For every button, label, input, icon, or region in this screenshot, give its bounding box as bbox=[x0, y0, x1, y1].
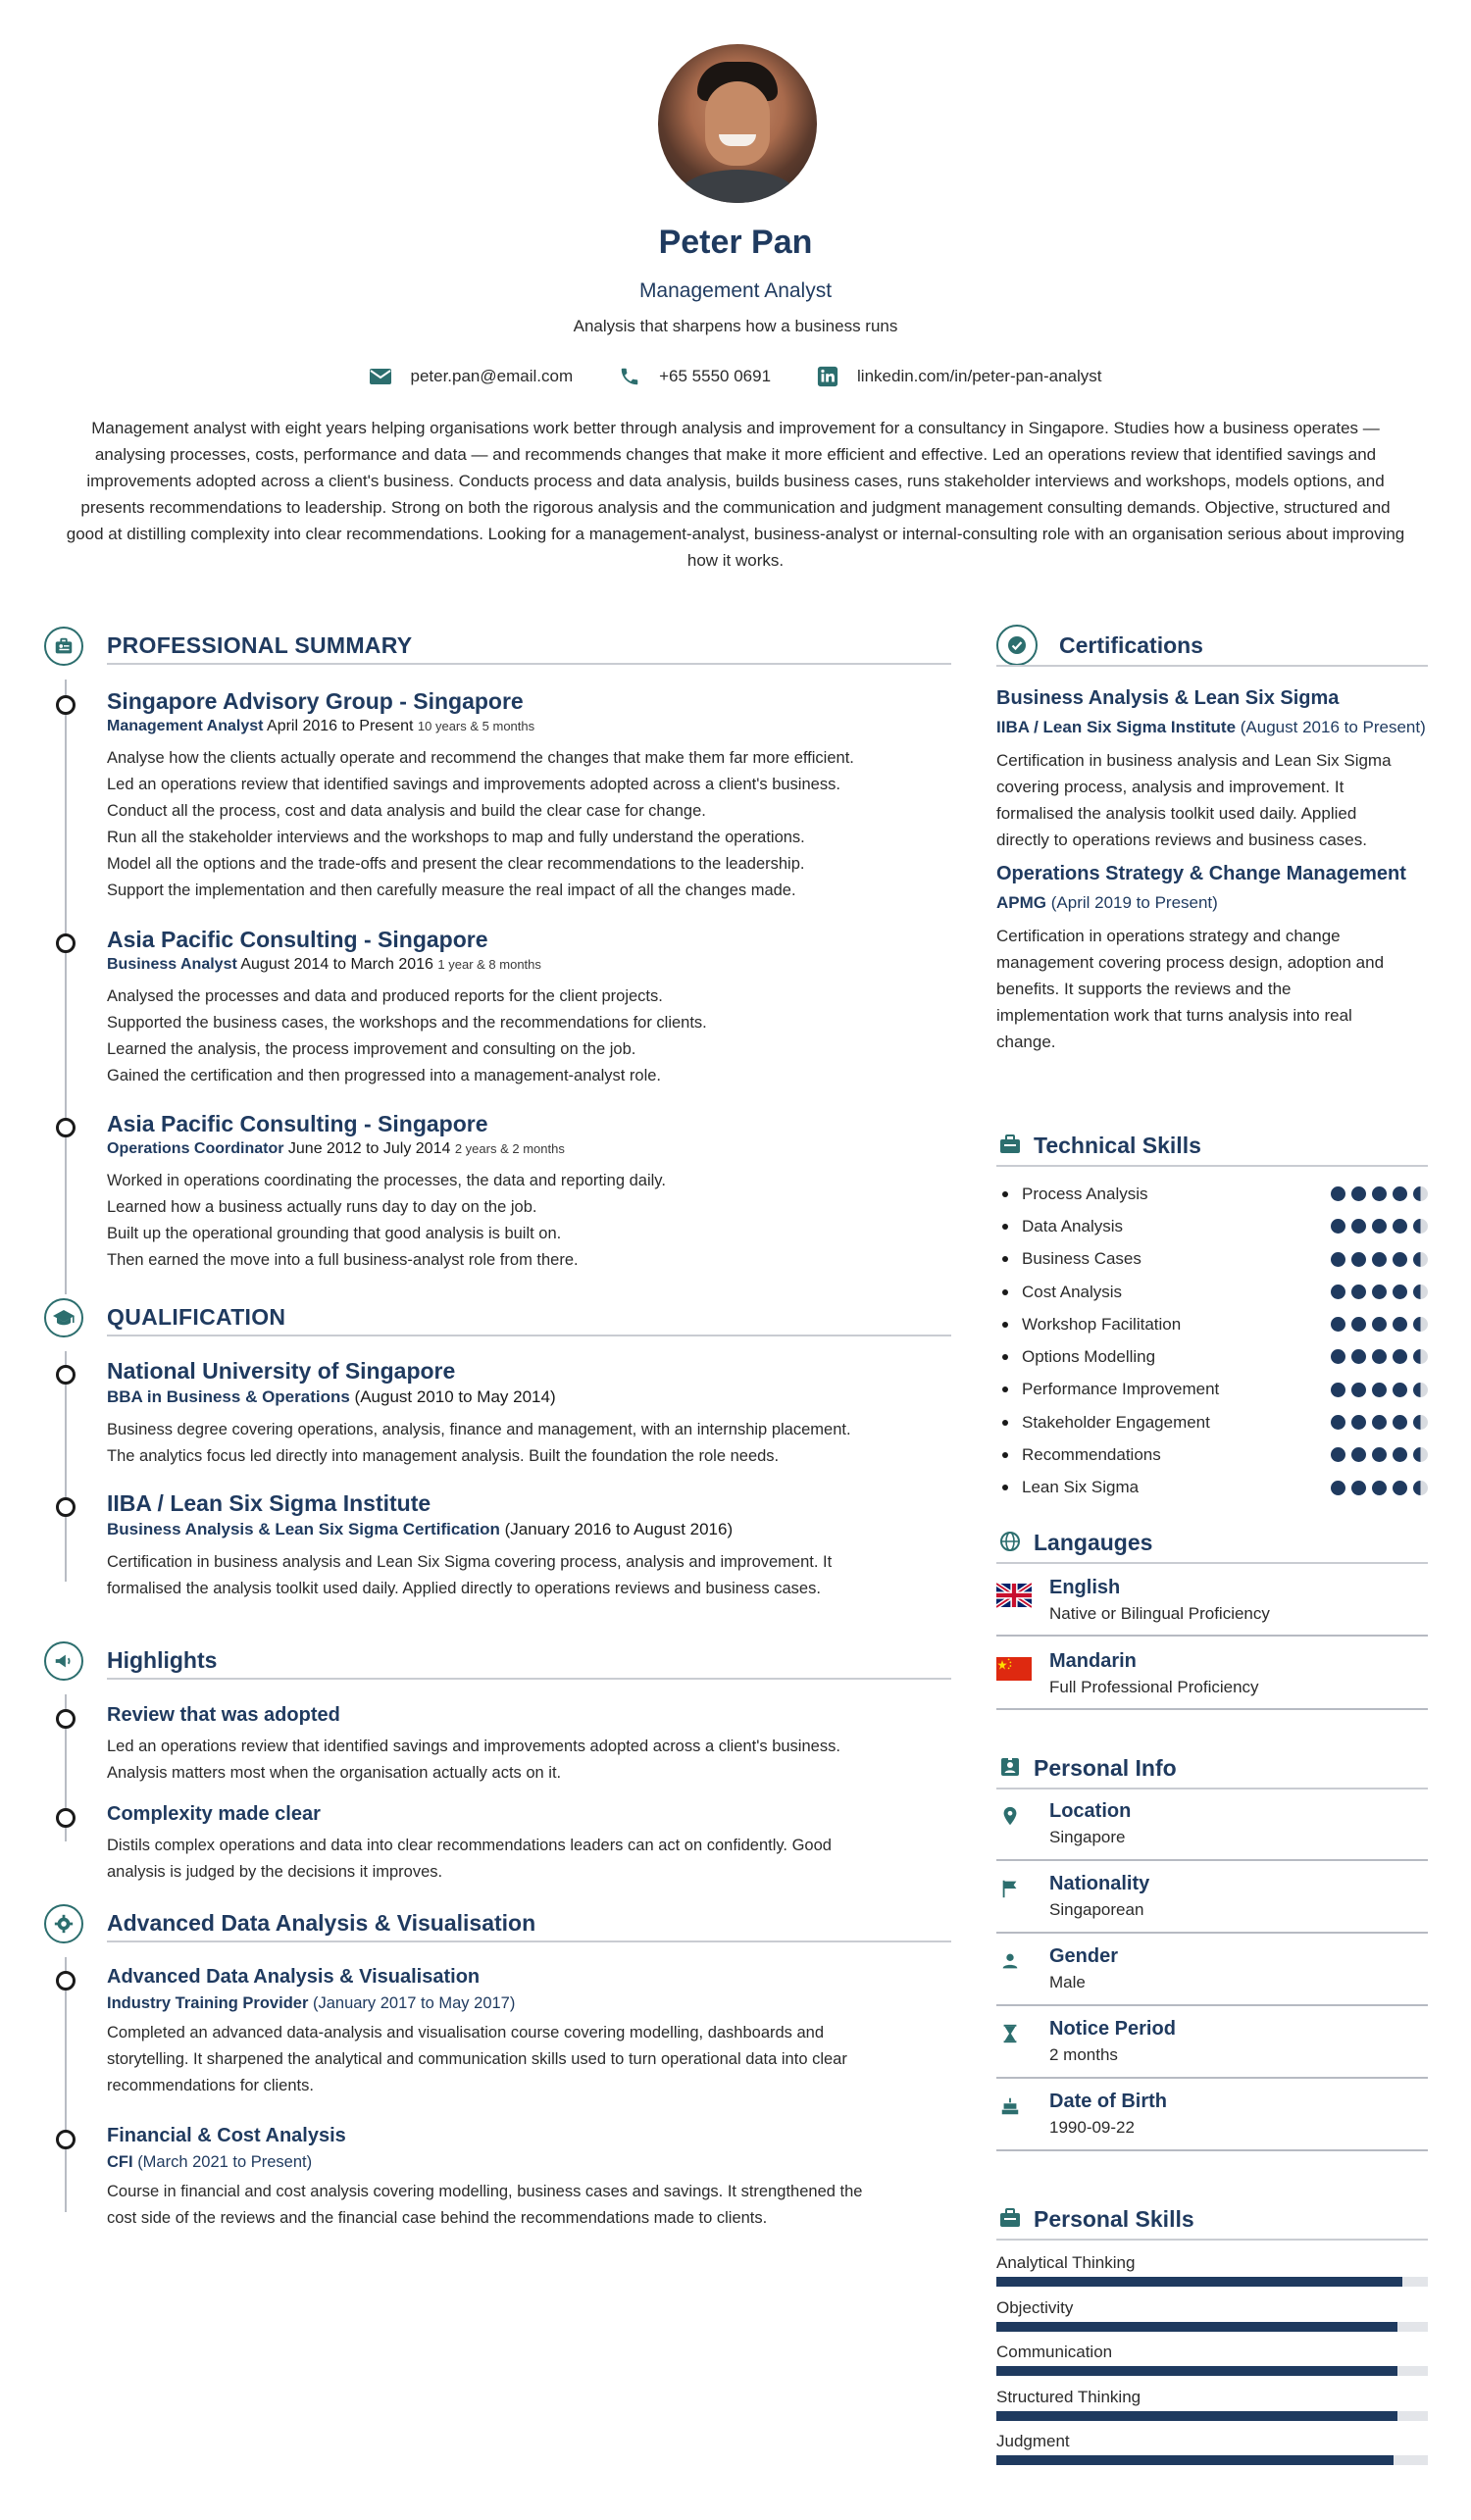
certification-org: IIBA / Lean Six Sigma Institute bbox=[996, 718, 1237, 736]
rating-dot bbox=[1351, 1415, 1366, 1430]
rating-dot bbox=[1351, 1317, 1366, 1332]
technical-skill-name: Cost Analysis bbox=[1022, 1282, 1123, 1301]
job-line: Analyse how the clients actually operate and recommend the changes that make them far more efficient. bbox=[107, 749, 854, 767]
job-duration: 10 years & 5 months bbox=[417, 719, 535, 733]
candidate-tagline: Analysis that sharpens how a business runs bbox=[573, 317, 898, 335]
job-dates: April 2016 to Present bbox=[267, 718, 414, 734]
technical-skill-name: Workshop Facilitation bbox=[1022, 1314, 1182, 1334]
rating-dot bbox=[1372, 1481, 1387, 1495]
job-company: Asia Pacific Consulting - Singapore bbox=[107, 927, 488, 952]
job-position: Management Analyst bbox=[107, 718, 264, 734]
location-pin-icon bbox=[998, 1804, 1022, 1828]
skill-rating bbox=[1331, 1349, 1428, 1364]
badge-check-icon bbox=[996, 625, 1038, 666]
graduation-cap-icon bbox=[44, 1298, 83, 1337]
certification-line: benefits. It supports the reviews and the bbox=[996, 980, 1292, 998]
certification-line: formalised the analysis toolkit used daily. Applied bbox=[996, 804, 1357, 823]
certification-meta bbox=[996, 891, 1428, 915]
course-provider: Industry Training Provider bbox=[107, 1994, 309, 2012]
personal-skills-heading: Personal Skills bbox=[1034, 2206, 1194, 2232]
timeline-dot bbox=[56, 1808, 76, 1828]
info-label: Nationality bbox=[1049, 1873, 1150, 1894]
highlight-entry bbox=[39, 1704, 951, 1787]
job-meta bbox=[107, 956, 951, 974]
highlight-entry bbox=[39, 1803, 951, 1886]
left-column bbox=[39, 623, 951, 2263]
personal-skill-row bbox=[996, 2251, 1428, 2296]
china-flag-icon bbox=[996, 1656, 1032, 1682]
education-dates: (August 2010 to May 2014) bbox=[354, 1387, 556, 1406]
language-name: Mandarin bbox=[1049, 1650, 1137, 1672]
certification-title: Operations Strategy & Change Management bbox=[996, 863, 1406, 884]
toolbox-icon bbox=[996, 2204, 1024, 2232]
job-dates: August 2014 to March 2016 bbox=[240, 956, 433, 973]
certification-line: change. bbox=[996, 1033, 1056, 1051]
skill-bar-fill bbox=[996, 2277, 1402, 2287]
rating-dot bbox=[1393, 1383, 1407, 1397]
info-value: Singaporean bbox=[1049, 1900, 1144, 1919]
rating-dot bbox=[1393, 1317, 1407, 1332]
certification-line: management covering process design, adoption and bbox=[996, 953, 1385, 972]
certifications-heading: Certifications bbox=[1059, 632, 1203, 658]
technical-skill-name: Recommendations bbox=[1022, 1445, 1161, 1465]
phone-text[interactable]: +65 5550 0691 bbox=[659, 367, 772, 385]
technical-skill-name: Stakeholder Engagement bbox=[1022, 1412, 1210, 1432]
flag-icon bbox=[998, 1877, 1022, 1900]
rating-dot bbox=[1331, 1447, 1345, 1462]
info-value: 1990-09-22 bbox=[1049, 2118, 1135, 2137]
technical-skill-row bbox=[996, 1308, 1428, 1340]
certification-description bbox=[996, 747, 1428, 853]
skill-bar-track bbox=[996, 2455, 1428, 2465]
certification-org: APMG bbox=[996, 893, 1046, 912]
technical-skill-row bbox=[996, 1472, 1428, 1504]
rating-dot bbox=[1331, 1349, 1345, 1364]
technical-skill-row bbox=[996, 1276, 1428, 1308]
job-position: Operations Coordinator bbox=[107, 1140, 284, 1157]
education-degree: BBA in Business & Operations bbox=[107, 1387, 350, 1406]
job-duration: 2 years & 2 months bbox=[454, 1141, 565, 1156]
skill-rating bbox=[1331, 1447, 1428, 1462]
timeline-dot bbox=[56, 1497, 76, 1517]
contact-bar bbox=[0, 365, 1471, 388]
language-row bbox=[996, 1563, 1428, 1637]
technical-skill-row bbox=[996, 1406, 1428, 1438]
candidate-role: Management Analyst bbox=[638, 279, 833, 302]
certification-line: directly to operations reviews and business cases. bbox=[996, 831, 1367, 849]
job-line: Run all the stakeholder interviews and the workshops to map and fully understand the operations. bbox=[107, 829, 805, 846]
info-label: Gender bbox=[1049, 1945, 1119, 1967]
highlights-section bbox=[39, 1638, 951, 1900]
technical-skill-row bbox=[996, 1374, 1428, 1406]
personal-info-section bbox=[996, 1745, 1428, 2196]
job-position: Business Analyst bbox=[107, 956, 237, 973]
job-entry bbox=[39, 1111, 951, 1274]
technical-skill-name: Performance Improvement bbox=[1022, 1380, 1220, 1399]
language-level: Full Professional Proficiency bbox=[1049, 1678, 1259, 1696]
personal-skill-row bbox=[996, 2296, 1428, 2342]
job-line: Conduct all the process, cost and data analysis and build the clear case for change. bbox=[107, 802, 706, 820]
education-degree: Business Analysis & Lean Six Sigma Certification bbox=[107, 1520, 500, 1538]
rating-dot bbox=[1393, 1252, 1407, 1267]
course-dates: (March 2021 to Present) bbox=[137, 2153, 313, 2171]
course-line: cost side of the reviews and the financial case behind the recommendations made to clients. bbox=[107, 2209, 768, 2227]
linkedin-text[interactable]: linkedin.com/in/peter-pan-analyst bbox=[857, 367, 1102, 385]
course-line: storytelling. It sharpened the analytical and communication skills used to turn operational data into clear bbox=[107, 2050, 847, 2068]
rating-dot bbox=[1331, 1383, 1345, 1397]
rating-dot bbox=[1331, 1481, 1345, 1495]
profile-photo bbox=[658, 44, 817, 203]
timeline-dot bbox=[56, 2130, 76, 2149]
course-entry bbox=[39, 2125, 951, 2232]
highlight-line: Distils complex operations and data into clear recommendations leaders can act on confidently. Good bbox=[107, 1837, 832, 1854]
rating-dot bbox=[1413, 1349, 1428, 1364]
technical-skill-name: Lean Six Sigma bbox=[1022, 1478, 1140, 1497]
job-company: Asia Pacific Consulting - Singapore bbox=[107, 1111, 488, 1136]
rating-dot bbox=[1372, 1186, 1387, 1201]
technical-skill-name: Process Analysis bbox=[1022, 1184, 1148, 1203]
info-value: Singapore bbox=[1049, 1828, 1126, 1846]
education-dates: (January 2016 to August 2016) bbox=[504, 1520, 734, 1538]
job-line: Gained the certification and then progressed into a management-analyst role. bbox=[107, 1067, 662, 1084]
education-meta bbox=[107, 1387, 951, 1407]
info-row-location bbox=[996, 1789, 1428, 1861]
rating-dot bbox=[1331, 1252, 1345, 1267]
course-description bbox=[107, 2020, 951, 2099]
rating-dot bbox=[1393, 1219, 1407, 1234]
personal-skill-name: Judgment bbox=[996, 2432, 1070, 2450]
certification-description bbox=[996, 923, 1428, 1055]
certification-line: implementation work that turns analysis into real bbox=[996, 1006, 1352, 1025]
job-line: Learned the analysis, the process improvement and consulting on the job. bbox=[107, 1040, 636, 1058]
certifications-section bbox=[996, 623, 1428, 1123]
job-line: Led an operations review that identified savings and improvements adopted across a client's business. bbox=[107, 776, 840, 793]
education-entry bbox=[39, 1490, 951, 1602]
job-meta bbox=[107, 718, 951, 735]
skill-rating bbox=[1331, 1415, 1428, 1430]
course-meta bbox=[107, 2153, 951, 2172]
info-row-gender bbox=[996, 1934, 1428, 2006]
megaphone-icon bbox=[44, 1641, 83, 1681]
intro-summary: Management analyst with eight years helping organisations work better through analysis and improvement for a consultancy in Singapore. Studies how a business operates — analysing processes, costs, performance and data — and recommends changes that make it more efficient and effective. Led an operations review that identified savings and improvements adopted across a client's business. Conducts process and data analysis, builds business cases, runs stakeholder interviews and workshops, models options, and presents recommendations to leadership. Strong on both the rigorous analysis and the communication and judgment management consulting demands. Objective, structured and good at distilling complexity into clear recommendations. Looking for a management-analyst, business-analyst or internal-consulting role with an organisation serious about improving how it works. bbox=[66, 419, 1405, 570]
education-institution: National University of Singapore bbox=[107, 1358, 456, 1384]
job-line: Supported the business cases, the workshops and the recommendations for clients. bbox=[107, 1014, 707, 1032]
certification-meta bbox=[996, 716, 1428, 739]
job-description bbox=[107, 1168, 951, 1274]
person-icon bbox=[998, 1949, 1022, 1973]
education-meta bbox=[107, 1520, 951, 1539]
experience-section bbox=[39, 623, 951, 1294]
education-description bbox=[107, 1417, 951, 1470]
job-company: Singapore Advisory Group - Singapore bbox=[107, 688, 524, 714]
technical-skill-row bbox=[996, 1178, 1428, 1210]
rating-dot bbox=[1413, 1317, 1428, 1332]
highlight-title: Review that was adopted bbox=[107, 1704, 340, 1726]
language-level: Native or Bilingual Proficiency bbox=[1049, 1604, 1270, 1623]
rating-dot bbox=[1372, 1383, 1387, 1397]
education-line: The analytics focus led directly into management analysis. Built the foundation the role needs. bbox=[107, 1447, 780, 1465]
contact-phone[interactable] bbox=[618, 365, 771, 388]
rating-dot bbox=[1351, 1349, 1366, 1364]
globe-icon bbox=[996, 1528, 1024, 1555]
education-institution: IIBA / Lean Six Sigma Institute bbox=[107, 1490, 431, 1516]
phone-icon bbox=[618, 365, 641, 388]
rating-dot bbox=[1351, 1481, 1366, 1495]
technical-skill-row bbox=[996, 1340, 1428, 1373]
rating-dot bbox=[1351, 1285, 1366, 1299]
courses-section bbox=[39, 1900, 951, 2263]
education-entry bbox=[39, 1358, 951, 1470]
rating-dot bbox=[1413, 1219, 1428, 1234]
rating-dot bbox=[1372, 1349, 1387, 1364]
info-row-nationality bbox=[996, 1861, 1428, 1934]
course-meta bbox=[107, 1994, 951, 2013]
timeline-dot bbox=[56, 933, 76, 953]
course-line: Course in financial and cost analysis covering modelling, business cases and savings. It strengthened the bbox=[107, 2183, 863, 2200]
technical-skills-heading: Technical Skills bbox=[1034, 1133, 1201, 1158]
contact-linkedin[interactable] bbox=[816, 365, 1101, 388]
email-text[interactable]: peter.pan@email.com bbox=[410, 367, 574, 385]
skill-bar-track bbox=[996, 2322, 1428, 2332]
languages-heading: Langauges bbox=[1034, 1530, 1153, 1555]
technical-skills-section bbox=[996, 1123, 1428, 1520]
personal-info-heading: Personal Info bbox=[1034, 1755, 1177, 1781]
highlight-description bbox=[107, 1833, 951, 1886]
skill-bar-fill bbox=[996, 2455, 1394, 2465]
job-dates: June 2012 to July 2014 bbox=[287, 1140, 451, 1157]
qualification-section bbox=[39, 1294, 951, 1638]
skill-bar-track bbox=[996, 2411, 1428, 2421]
skill-rating bbox=[1331, 1186, 1428, 1201]
rating-dot bbox=[1351, 1219, 1366, 1234]
experience-heading: PROFESSIONAL SUMMARY bbox=[107, 632, 413, 658]
job-description bbox=[107, 745, 951, 904]
certification-dates: (April 2019 to Present) bbox=[1050, 893, 1218, 912]
job-line: Learned how a business actually runs day to day on the job. bbox=[107, 1198, 537, 1216]
technical-skill-row bbox=[996, 1243, 1428, 1276]
info-label: Location bbox=[1049, 1800, 1132, 1822]
rating-dot bbox=[1413, 1481, 1428, 1495]
info-label: Notice Period bbox=[1049, 2018, 1176, 2040]
linkedin-icon bbox=[816, 365, 839, 388]
course-title: Financial & Cost Analysis bbox=[107, 2125, 346, 2146]
highlight-description bbox=[107, 1734, 951, 1787]
skill-rating bbox=[1331, 1481, 1428, 1495]
job-meta bbox=[107, 1140, 951, 1158]
job-description bbox=[107, 983, 951, 1089]
rating-dot bbox=[1331, 1186, 1345, 1201]
skill-bar-track bbox=[996, 2277, 1428, 2287]
qualification-heading: QUALIFICATION bbox=[107, 1304, 286, 1330]
skill-rating bbox=[1331, 1219, 1428, 1234]
technical-skill-row bbox=[996, 1210, 1428, 1242]
info-row-date-of-birth bbox=[996, 2079, 1428, 2151]
briefcase-icon bbox=[44, 627, 83, 666]
certification-title: Business Analysis & Lean Six Sigma bbox=[996, 687, 1340, 709]
rating-dot bbox=[1413, 1447, 1428, 1462]
timeline-dot bbox=[56, 1365, 76, 1385]
certification-line: Certification in operations strategy and change bbox=[996, 927, 1341, 945]
candidate-name: Peter Pan bbox=[658, 224, 813, 261]
timeline-dot bbox=[56, 1118, 76, 1137]
technical-skill-name: Business Cases bbox=[1022, 1249, 1141, 1269]
rating-dot bbox=[1372, 1415, 1387, 1430]
hourglass-icon bbox=[998, 2022, 1022, 2045]
personal-skill-row bbox=[996, 2386, 1428, 2431]
personal-skill-name: Communication bbox=[996, 2343, 1113, 2361]
job-line: Built up the operational grounding that good analysis is built on. bbox=[107, 1225, 562, 1242]
skill-rating bbox=[1331, 1285, 1428, 1299]
rating-dot bbox=[1351, 1447, 1366, 1462]
courses-heading: Advanced Data Analysis & Visualisation bbox=[107, 1910, 536, 1936]
rating-dot bbox=[1372, 1317, 1387, 1332]
job-entry bbox=[39, 927, 951, 1089]
job-line: Then earned the move into a full business-analyst role from there. bbox=[107, 1251, 579, 1269]
uk-flag-icon bbox=[996, 1583, 1032, 1608]
certification-entry bbox=[996, 687, 1428, 853]
cake-icon bbox=[998, 2094, 1022, 2118]
job-duration: 1 year & 8 months bbox=[437, 957, 541, 972]
highlights-heading: Highlights bbox=[107, 1647, 218, 1673]
course-description bbox=[107, 2179, 951, 2232]
right-column bbox=[996, 623, 1428, 2481]
rating-dot bbox=[1413, 1186, 1428, 1201]
rating-dot bbox=[1393, 1186, 1407, 1201]
course-line: Completed an advanced data-analysis and visualisation course covering modelling, dashboards and bbox=[107, 2024, 825, 2041]
languages-section bbox=[996, 1520, 1428, 1745]
rating-dot bbox=[1413, 1383, 1428, 1397]
highlight-line: Led an operations review that identified savings and improvements adopted across a client's business. bbox=[107, 1738, 840, 1755]
highlight-line: Analysis matters most when the organisation actually acts on it. bbox=[107, 1764, 562, 1782]
language-name: English bbox=[1049, 1577, 1121, 1598]
rating-dot bbox=[1413, 1285, 1428, 1299]
timeline-dot bbox=[56, 1709, 76, 1729]
personal-skill-name: Objectivity bbox=[996, 2297, 1074, 2317]
skill-bar-fill bbox=[996, 2366, 1397, 2376]
technical-skill-row bbox=[996, 1438, 1428, 1471]
job-line: Worked in operations coordinating the processes, the data and reporting daily. bbox=[107, 1172, 666, 1189]
personal-skill-list bbox=[996, 2251, 1428, 2475]
contact-email[interactable] bbox=[369, 365, 573, 388]
rating-dot bbox=[1413, 1415, 1428, 1430]
skill-bar-fill bbox=[996, 2322, 1397, 2332]
job-entry bbox=[39, 688, 951, 904]
technical-skill-name: Data Analysis bbox=[1022, 1216, 1123, 1235]
rating-dot bbox=[1393, 1415, 1407, 1430]
rating-dot bbox=[1413, 1252, 1428, 1267]
certification-dates: (August 2016 to Present) bbox=[1240, 718, 1426, 736]
personal-skill-row bbox=[996, 2341, 1428, 2386]
skill-rating bbox=[1331, 1317, 1428, 1332]
timeline-dot bbox=[56, 695, 76, 715]
rating-dot bbox=[1351, 1252, 1366, 1267]
rating-dot bbox=[1393, 1447, 1407, 1462]
certification-line: Certification in business analysis and Lean Six Sigma bbox=[996, 751, 1392, 770]
job-line: Model all the options and the trade-offs and present the clear recommendations to the leadership. bbox=[107, 855, 805, 873]
rating-dot bbox=[1331, 1219, 1345, 1234]
gear-icon bbox=[44, 1904, 83, 1943]
skill-rating bbox=[1331, 1252, 1428, 1267]
personal-skill-name: Analytical Thinking bbox=[996, 2253, 1136, 2272]
info-value: 2 months bbox=[1049, 2045, 1118, 2064]
job-line: Support the implementation and then carefully measure the real impact of all the changes made. bbox=[107, 882, 796, 899]
rating-dot bbox=[1331, 1285, 1345, 1299]
rating-dot bbox=[1393, 1285, 1407, 1299]
highlight-title: Complexity made clear bbox=[107, 1803, 321, 1825]
info-value: Male bbox=[1049, 1973, 1086, 1991]
info-row-notice-period bbox=[996, 2006, 1428, 2079]
course-entry bbox=[39, 1966, 951, 2099]
certification-line: covering process, analysis and improvement. It bbox=[996, 778, 1344, 796]
course-provider: CFI bbox=[107, 2153, 133, 2171]
rating-dot bbox=[1393, 1481, 1407, 1495]
rating-dot bbox=[1351, 1383, 1366, 1397]
rating-dot bbox=[1372, 1447, 1387, 1462]
language-row bbox=[996, 1637, 1428, 1710]
course-dates: (January 2017 to May 2017) bbox=[312, 1994, 516, 2012]
course-line: recommendations for clients. bbox=[107, 2077, 314, 2094]
rating-dot bbox=[1372, 1285, 1387, 1299]
highlight-line: analysis is judged by the decisions it improves. bbox=[107, 1863, 443, 1881]
email-icon bbox=[369, 365, 392, 388]
toolbox-icon bbox=[996, 1131, 1024, 1158]
rating-dot bbox=[1372, 1219, 1387, 1234]
education-line: Business degree covering operations, analysis, finance and management, with an internship placement. bbox=[107, 1421, 851, 1438]
personal-skills-section bbox=[996, 2196, 1428, 2481]
personal-skill-row bbox=[996, 2430, 1428, 2475]
personal-skill-name: Structured Thinking bbox=[996, 2387, 1141, 2406]
rating-dot bbox=[1331, 1317, 1345, 1332]
info-label: Date of Birth bbox=[1049, 2091, 1167, 2112]
education-line: formalised the analysis toolkit used daily. Applied directly to operations reviews and business cases. bbox=[107, 1580, 821, 1597]
id-card-icon bbox=[996, 1753, 1024, 1781]
education-description bbox=[107, 1549, 951, 1602]
timeline-dot bbox=[56, 1971, 76, 1991]
rating-dot bbox=[1351, 1186, 1366, 1201]
certification-entry bbox=[996, 863, 1428, 1055]
rating-dot bbox=[1372, 1252, 1387, 1267]
rating-dot bbox=[1393, 1349, 1407, 1364]
rating-dot bbox=[1331, 1415, 1345, 1430]
skill-rating bbox=[1331, 1383, 1428, 1397]
skill-bar-fill bbox=[996, 2411, 1397, 2421]
job-line: Analysed the processes and data and produced reports for the client projects. bbox=[107, 987, 663, 1005]
technical-skill-list bbox=[996, 1178, 1428, 1504]
technical-skill-name: Options Modelling bbox=[1022, 1347, 1156, 1367]
education-line: Certification in business analysis and Lean Six Sigma covering process, analysis and improvement. It bbox=[107, 1553, 833, 1571]
course-title: Advanced Data Analysis & Visualisation bbox=[107, 1966, 481, 1988]
skill-bar-track bbox=[996, 2366, 1428, 2376]
